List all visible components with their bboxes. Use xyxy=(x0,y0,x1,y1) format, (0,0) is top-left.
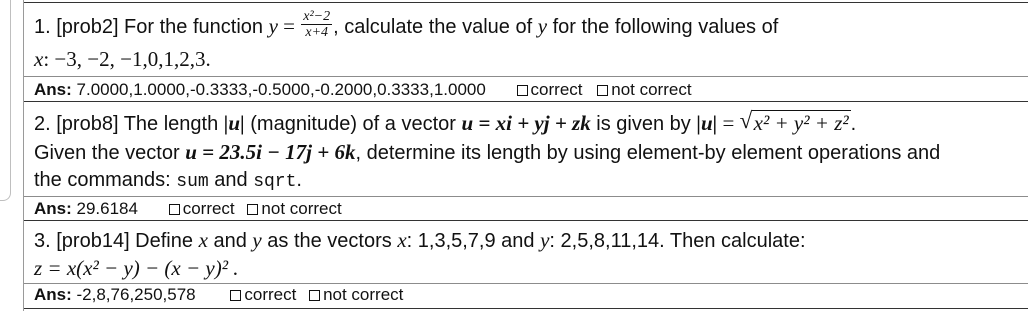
problem-1-statement-line2 xyxy=(34,47,211,72)
problem-1-prefix: 1. [prob2] For the function xyxy=(34,15,269,38)
checkbox-icon[interactable] xyxy=(247,204,258,215)
problem-2-text: is given by xyxy=(590,113,697,135)
problem-2-statement-line3 xyxy=(34,168,302,194)
problem-1-answer-row xyxy=(34,80,692,100)
fraction-numerator: x²−2 xyxy=(303,9,331,24)
correct-option[interactable] xyxy=(230,285,296,305)
command-sqrt: sqrt xyxy=(253,172,297,192)
problem-2-statement-line2 xyxy=(34,140,940,165)
correct-label: correct xyxy=(182,199,235,218)
not-correct-label: not correct xyxy=(323,285,404,304)
page-margin-rule xyxy=(0,0,11,201)
period: . xyxy=(850,113,857,135)
problem-3-text: : 2,5,8,11,14. Then calculate: xyxy=(549,230,806,252)
problem-1-var-y: y xyxy=(268,13,278,38)
problem-1-var-x: x xyxy=(34,47,44,71)
problem-2-text: Given the vector xyxy=(34,142,186,164)
not-correct-option[interactable] xyxy=(309,285,403,305)
period: . xyxy=(296,169,302,191)
correct-label: correct xyxy=(530,80,583,99)
problem-1-tail: for the following values of xyxy=(547,15,779,38)
problem-2-prefix: 2. [prob8] The length xyxy=(34,113,224,135)
table-top-border xyxy=(24,2,1028,3)
problem-3-text: and xyxy=(207,230,253,252)
checkbox-icon[interactable] xyxy=(169,204,180,215)
checkbox-icon[interactable] xyxy=(597,85,608,96)
answer-label: Ans: xyxy=(34,199,72,218)
table-bottom-border xyxy=(24,308,1028,309)
var-x: x xyxy=(198,228,208,252)
problem-3-text: as the vectors xyxy=(261,230,398,252)
problem-table xyxy=(23,0,1028,311)
problem-2-text: and xyxy=(208,169,254,191)
var-y: y xyxy=(540,228,550,252)
fraction-denominator: x+4 xyxy=(305,25,329,40)
problem-1-statement-line1 xyxy=(34,9,779,43)
square-root xyxy=(740,110,851,136)
problem-2-text: , determine its length by using element-by element operations and xyxy=(355,142,941,164)
problem-2-text: (magnitude) of a vector xyxy=(244,113,462,135)
problem-3-answer-divider xyxy=(24,283,1028,284)
magnitude-u: |u| xyxy=(696,111,718,135)
answer-value: -2,8,76,250,578 xyxy=(76,285,196,304)
problem-3-answer-row xyxy=(34,285,403,305)
problem-1-values: : −3, −2, −1,0,1,2,3. xyxy=(43,47,211,71)
radicand: x² + y² + z² xyxy=(753,111,849,135)
not-correct-label: not correct xyxy=(611,80,692,99)
magnitude-u: |u| xyxy=(223,111,245,135)
correct-option[interactable] xyxy=(517,80,583,100)
command-sum: sum xyxy=(176,172,209,192)
checkbox-icon[interactable] xyxy=(230,290,241,301)
problem-1-var: y xyxy=(537,13,548,38)
correct-option[interactable] xyxy=(169,199,235,219)
answer-value: 7.0000,1.0000,-0.3333,-0.5000,-0.2000,0.3333,1.0000 xyxy=(76,80,486,99)
problem-3-formula: z = x(x² − y) − (x − y)² . xyxy=(34,256,239,280)
problem-2-statement-line1 xyxy=(34,110,856,136)
problem-3-statement-line1 xyxy=(34,228,806,253)
given-vector: u = 23.5i − 17j + 6k xyxy=(185,140,356,164)
problem-3-statement-line2 xyxy=(34,256,239,281)
var-x: x xyxy=(397,228,407,252)
checkbox-icon[interactable] xyxy=(517,85,528,96)
row-divider xyxy=(24,220,1028,221)
answer-value: 29.6184 xyxy=(76,199,138,218)
var-y: y xyxy=(252,228,262,252)
problem-1-answer-divider xyxy=(24,76,1028,77)
problem-2-answer-divider xyxy=(24,196,1028,197)
correct-label: correct xyxy=(244,285,297,304)
problem-2-text: the commands: xyxy=(34,169,177,191)
vector-definition: u = xi + yj + zk xyxy=(461,111,591,135)
answer-label: Ans: xyxy=(34,285,72,304)
answer-label: Ans: xyxy=(34,80,72,99)
checkbox-icon[interactable] xyxy=(309,290,320,301)
problem-3-text: 3. [prob14] Define xyxy=(34,230,199,252)
row-divider xyxy=(24,101,1028,102)
problem-1-fraction xyxy=(301,9,332,40)
radical-icon: √ xyxy=(739,108,753,133)
not-correct-option[interactable] xyxy=(247,199,341,219)
not-correct-option[interactable] xyxy=(597,80,691,100)
not-correct-label: not correct xyxy=(261,199,342,218)
equals: = xyxy=(717,111,740,135)
problem-1-equals: = xyxy=(277,13,301,38)
problem-2-answer-row xyxy=(34,199,342,219)
problem-3-text: : 1,3,5,7,9 and xyxy=(406,230,541,252)
problem-1-text: , calculate the value of xyxy=(333,15,538,38)
